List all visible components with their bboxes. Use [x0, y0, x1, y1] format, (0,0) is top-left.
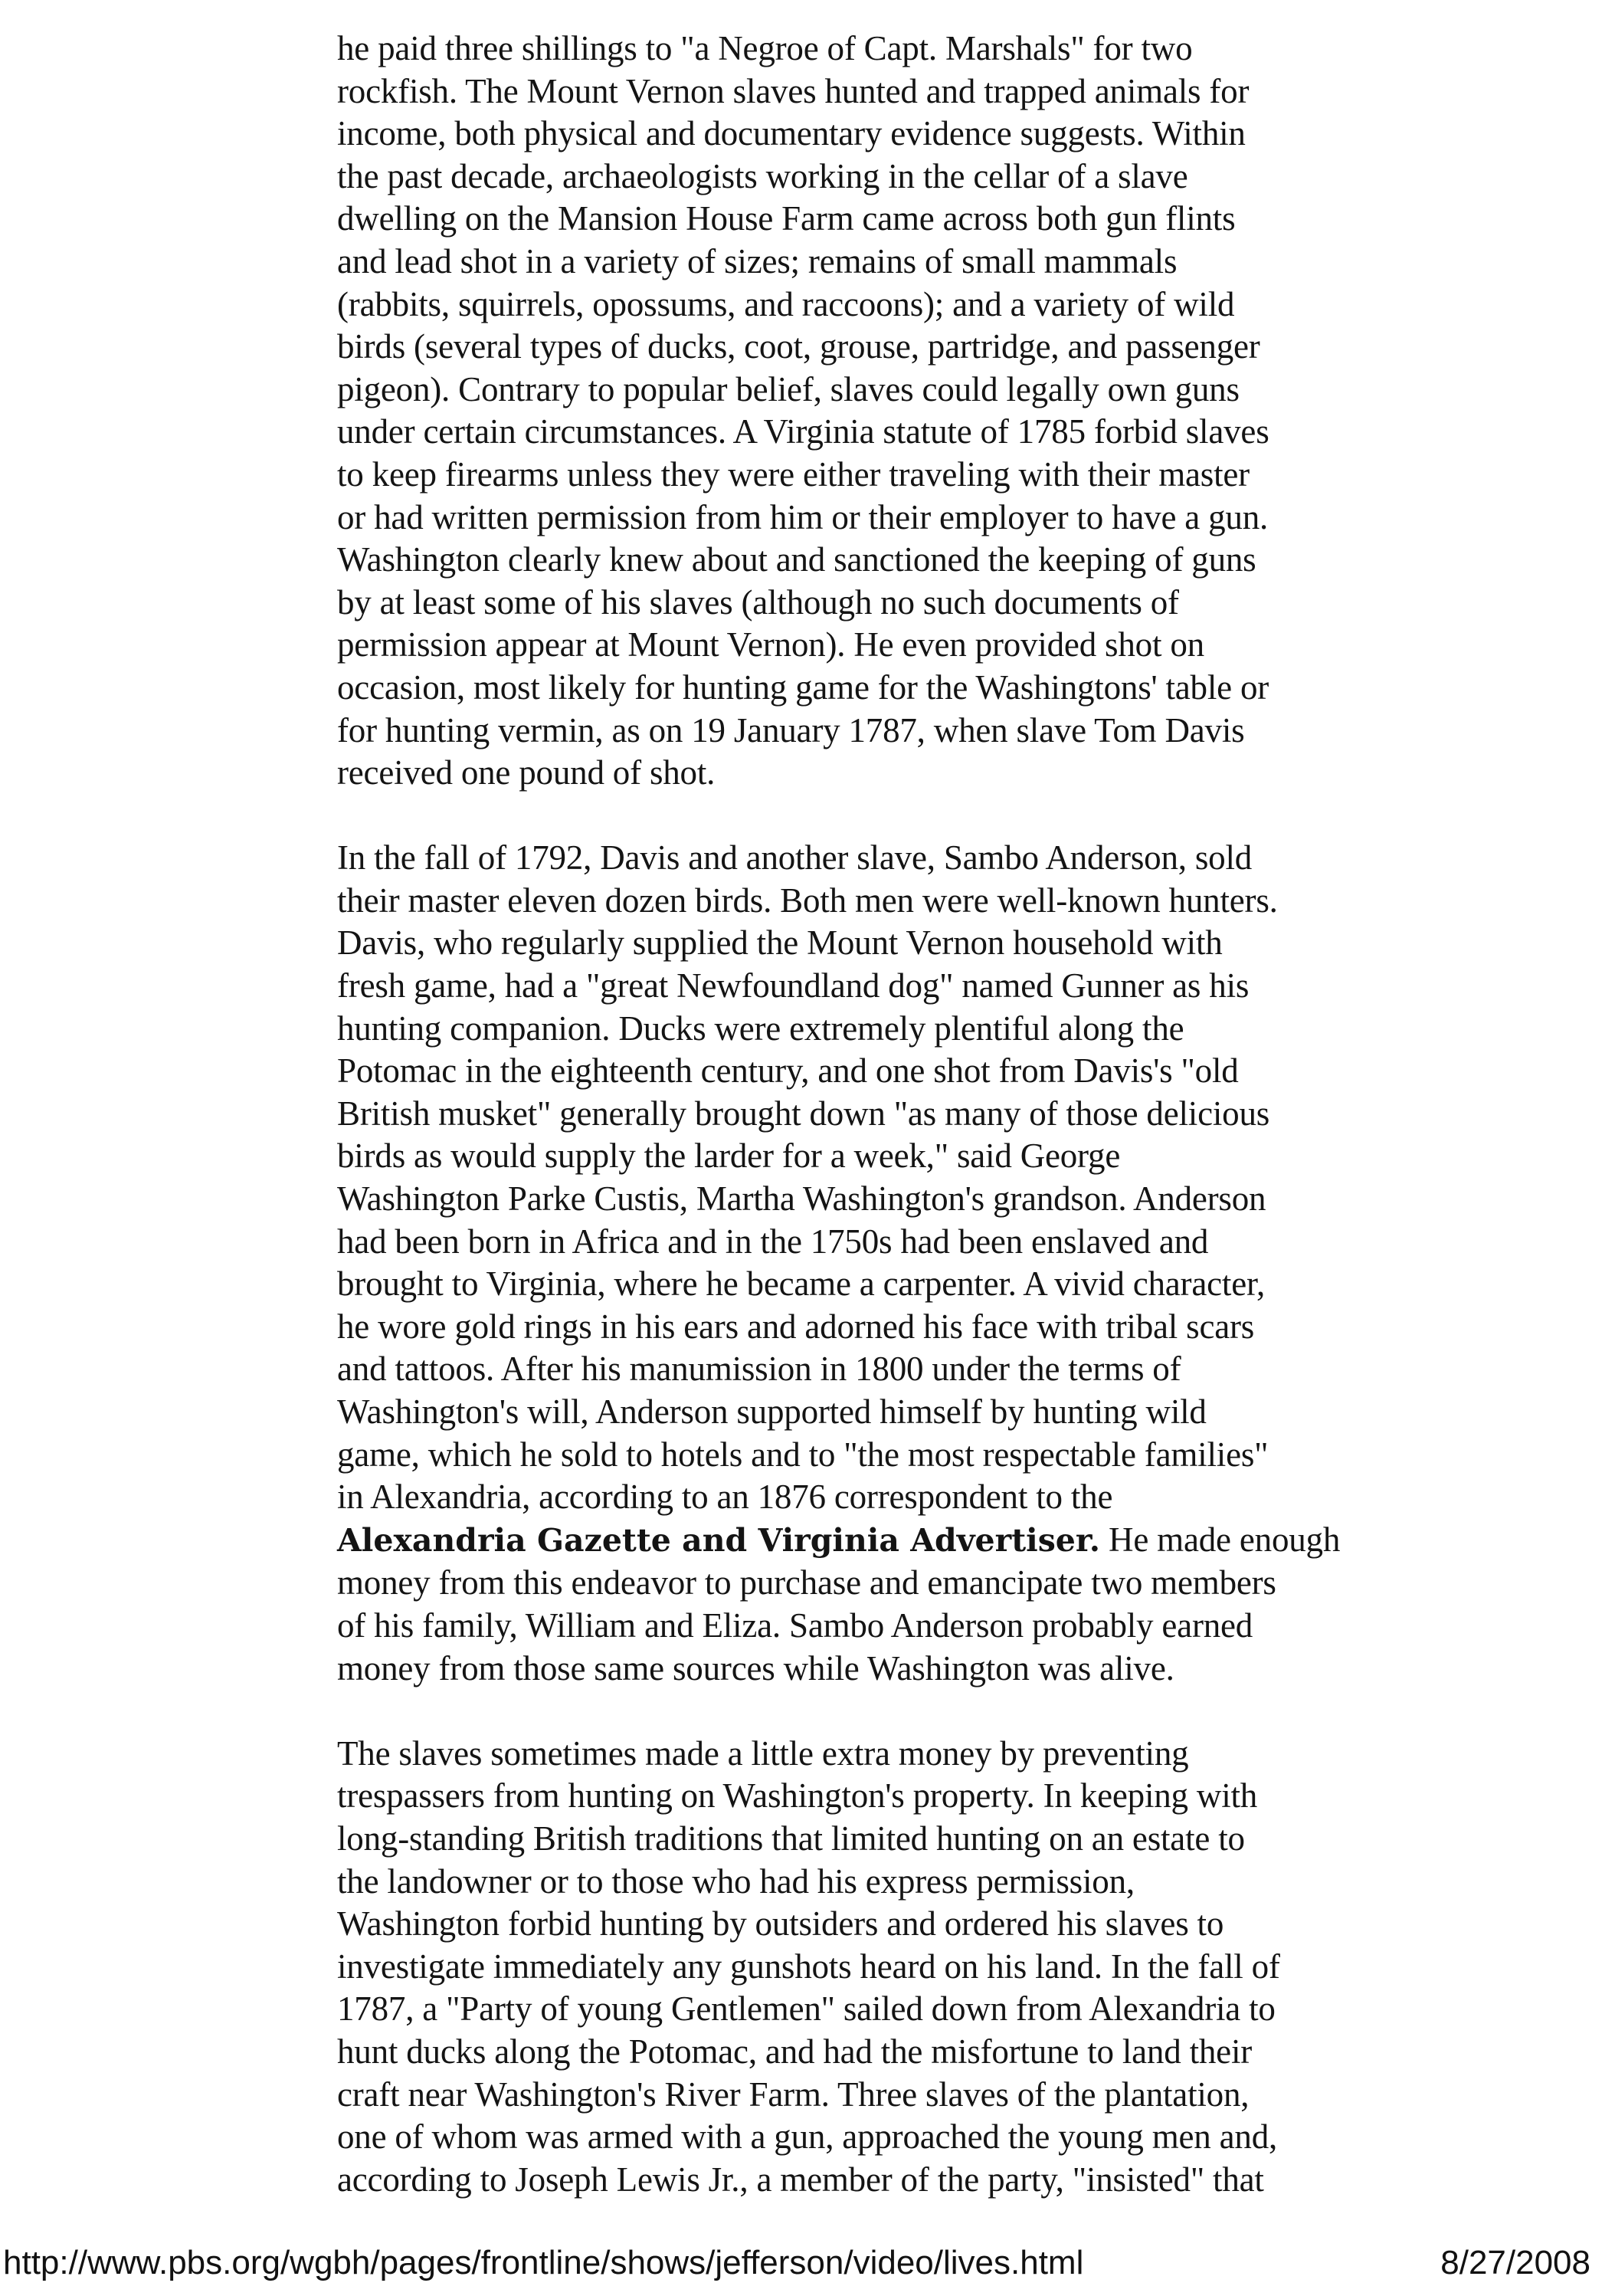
text-line: dwelling on the Mansion House Farm came across both gun flints — [337, 199, 1236, 238]
text-line: Washington forbid hunting by outsiders and ordered his slaves to — [337, 1904, 1224, 1943]
text-line: birds as would supply the larder for a week," said George — [337, 1137, 1121, 1176]
text-line: their master eleven dozen birds. Both men were well-known hunters. — [337, 881, 1278, 920]
text-line: for hunting vermin, as on 19 January 1787, when slave Tom Davis — [337, 710, 1245, 749]
text-line: British musket" generally brought down "as many of those delicious — [337, 1094, 1270, 1133]
text-line: In the fall of 1792, Davis and another slave, Sambo Anderson, sold — [337, 838, 1253, 877]
text-line-with-citation — [337, 1519, 1410, 1563]
text-line: craft near Washington's River Farm. Three slaves of the plantation, — [337, 2075, 1250, 2114]
text-line: Davis, who regularly supplied the Mount Vernon household with — [337, 923, 1223, 963]
text-line: the past decade, archaeologists working in the cellar of a slave — [337, 156, 1188, 195]
text-line: rockfish. The Mount Vernon slaves hunted and trapped animals for — [337, 71, 1250, 110]
text-line: money from those same sources while Washington was alive. — [337, 1648, 1174, 1688]
newspaper-title: Alexandria Gazette and Virginia Advertiser. — [337, 1521, 1100, 1559]
text-line: The slaves sometimes made a little extra money by preventing — [337, 1733, 1189, 1773]
text-line: in Alexandria, according to an 1876 correspondent to the — [337, 1478, 1113, 1517]
text-line: occasion, most likely for hunting game for the Washingtons' table or — [337, 667, 1269, 707]
text-line: hunting companion. Ducks were extremely plentiful along the — [337, 1009, 1184, 1048]
text-line: (rabbits, squirrels, opossums, and raccoons); and a variety of wild — [337, 284, 1235, 323]
text-line: income, both physical and documentary evidence suggests. Within — [337, 114, 1246, 153]
text-line: brought to Virginia, where he became a carpenter. A vivid character, — [337, 1264, 1266, 1304]
text-line: to keep firearms unless they were either traveling with their master — [337, 454, 1250, 494]
text-line: according to Joseph Lewis Jr., a member of the party, "insisted" that — [337, 2160, 1264, 2199]
text-line: by at least some of his slaves (although no such documents of — [337, 582, 1179, 622]
page-footer — [0, 2244, 1615, 2282]
text-line: he paid three shillings to "a Negroe of Capt. Marshals" for two — [337, 29, 1193, 67]
text-line: Washington's will, Anderson supported himself by hunting wild — [337, 1392, 1207, 1431]
text-line: fresh game, had a "great Newfoundland dog" named Gunner as his — [337, 966, 1250, 1005]
paragraph-1 — [337, 28, 1410, 795]
text-line: of his family, William and Eliza. Sambo Anderson probably earned — [337, 1606, 1253, 1645]
print-date: 8/27/2008 — [1440, 2244, 1590, 2281]
text-line: received one pound of shot. — [337, 753, 716, 792]
text-line: Potomac in the eighteenth century, and one shot from Davis's "old — [337, 1051, 1239, 1091]
text-line: Washington clearly knew about and sanctioned the keeping of guns — [337, 540, 1256, 579]
source-url: http://www.pbs.org/wgbh/pages/frontline/shows/jefferson/video/lives.html — [3, 2244, 1084, 2281]
text-line: 1787, a "Party of young Gentlemen" sailed down from Alexandria to — [337, 1989, 1276, 2029]
text-line: had been born in Africa and in the 1750s had been enslaved and — [337, 1222, 1209, 1261]
text-line: pigeon). Contrary to popular belief, slaves could legally own guns — [337, 369, 1240, 408]
paragraph-2 — [337, 837, 1410, 1690]
text-line: birds (several types of ducks, coot, grouse, partridge, and passenger — [337, 327, 1260, 366]
text-line: one of whom was armed with a gun, approached the young men and, — [337, 2117, 1278, 2157]
text-line: the landowner or to those who had his express permission, — [337, 1861, 1135, 1901]
text-line: and tattoos. After his manumission in 1800 under the terms of — [337, 1350, 1181, 1389]
text-line: and lead shot in a variety of sizes; remains of small mammals — [337, 241, 1178, 280]
text-line: investigate immediately any gunshots heard on his land. In the fall of — [337, 1947, 1280, 1986]
text-fragment: He made enough — [1100, 1520, 1341, 1559]
text-line: permission appear at Mount Vernon). He even provided shot on — [337, 625, 1204, 664]
text-line: long-standing British traditions that limited hunting on an estate to — [337, 1819, 1245, 1858]
text-line: under certain circumstances. A Virginia statute of 1785 forbid slaves — [337, 412, 1269, 451]
text-line: or had written permission from him or their employer to have a gun. — [337, 497, 1269, 536]
text-line: Washington Parke Custis, Martha Washington's grandson. Anderson — [337, 1179, 1266, 1219]
paragraph-3 — [337, 1733, 1410, 2202]
text-line: he wore gold rings in his ears and adorned his face with tribal scars — [337, 1307, 1255, 1346]
text-line: trespassers from hunting on Washington's property. In keeping with — [337, 1776, 1258, 1815]
text-line: money from this endeavor to purchase and emancipate two members — [337, 1563, 1276, 1602]
text-line: game, which he sold to hotels and to "the most respectable families" — [337, 1435, 1269, 1474]
text-line: hunt ducks along the Potomac, and had the misfortune to land their — [337, 2032, 1253, 2071]
body-text — [337, 28, 1410, 2201]
